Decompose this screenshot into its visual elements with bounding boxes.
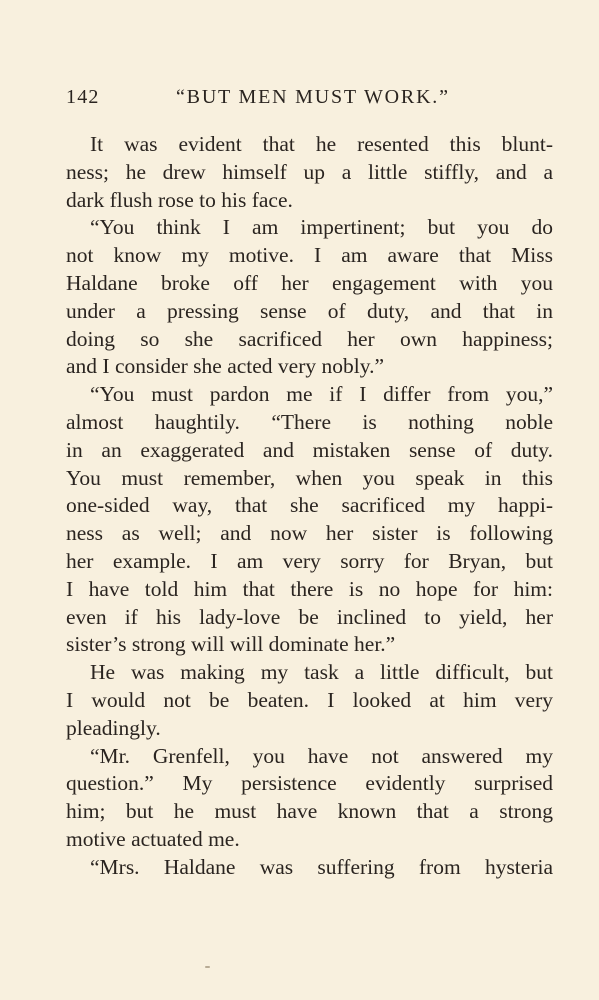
text-line: question.” My persistence evidently surprised: [66, 771, 553, 796]
text-line: ness; he drew himself up a little stiffly, and a: [66, 159, 553, 184]
page-number: 142: [66, 86, 100, 108]
text-line: “Mr. Grenfell, you have not answered my: [90, 743, 553, 768]
text-line: and I consider she acted very nobly.”: [66, 354, 384, 379]
page-header: [66, 86, 553, 116]
text-line: Haldane broke off her engagement with you: [66, 270, 553, 295]
paper-speck: [205, 966, 210, 968]
text-line: motive actuated me.: [66, 826, 240, 851]
running-title: “BUT MEN MUST WORK.”: [176, 86, 450, 108]
text-line: You must remember, when you speak in this: [66, 465, 553, 490]
text-line: almost haughtily. “There is nothing noble: [66, 409, 553, 434]
text-line: one-sided way, that she sacrificed my happi-: [66, 493, 553, 518]
text-line: even if his lady-love be inclined to yield, her: [66, 604, 553, 629]
text-line: her example. I am very sorry for Bryan, but: [66, 548, 553, 573]
text-line: doing so she sacrificed her own happiness;: [66, 326, 553, 351]
text-line: in an exaggerated and mistaken sense of duty.: [66, 437, 553, 462]
text-line: I have told him that there is no hope for him:: [66, 576, 553, 601]
body-text: [66, 131, 553, 882]
text-line: ness as well; and now her sister is following: [66, 521, 553, 546]
text-line: under a pressing sense of duty, and that in: [66, 298, 553, 323]
text-line: I would not be beaten. I looked at him very: [66, 687, 553, 712]
text-line: “You must pardon me if I differ from you,”: [90, 382, 553, 407]
text-line: not know my motive. I am aware that Miss: [66, 243, 553, 268]
text-line: It was evident that he resented this blunt-: [90, 132, 553, 156]
text-line: pleadingly.: [66, 715, 161, 740]
text-line: “You think I am impertinent; but you do: [90, 215, 553, 240]
text-line: He was making my task a little difficult, but: [90, 660, 553, 685]
text-line: him; but he must have known that a strong: [66, 799, 553, 824]
text-line: sister’s strong will will dominate her.”: [66, 632, 396, 657]
text-line: dark flush rose to his face.: [66, 187, 293, 212]
text-line: “Mrs. Haldane was suffering from hysteria: [90, 854, 553, 879]
